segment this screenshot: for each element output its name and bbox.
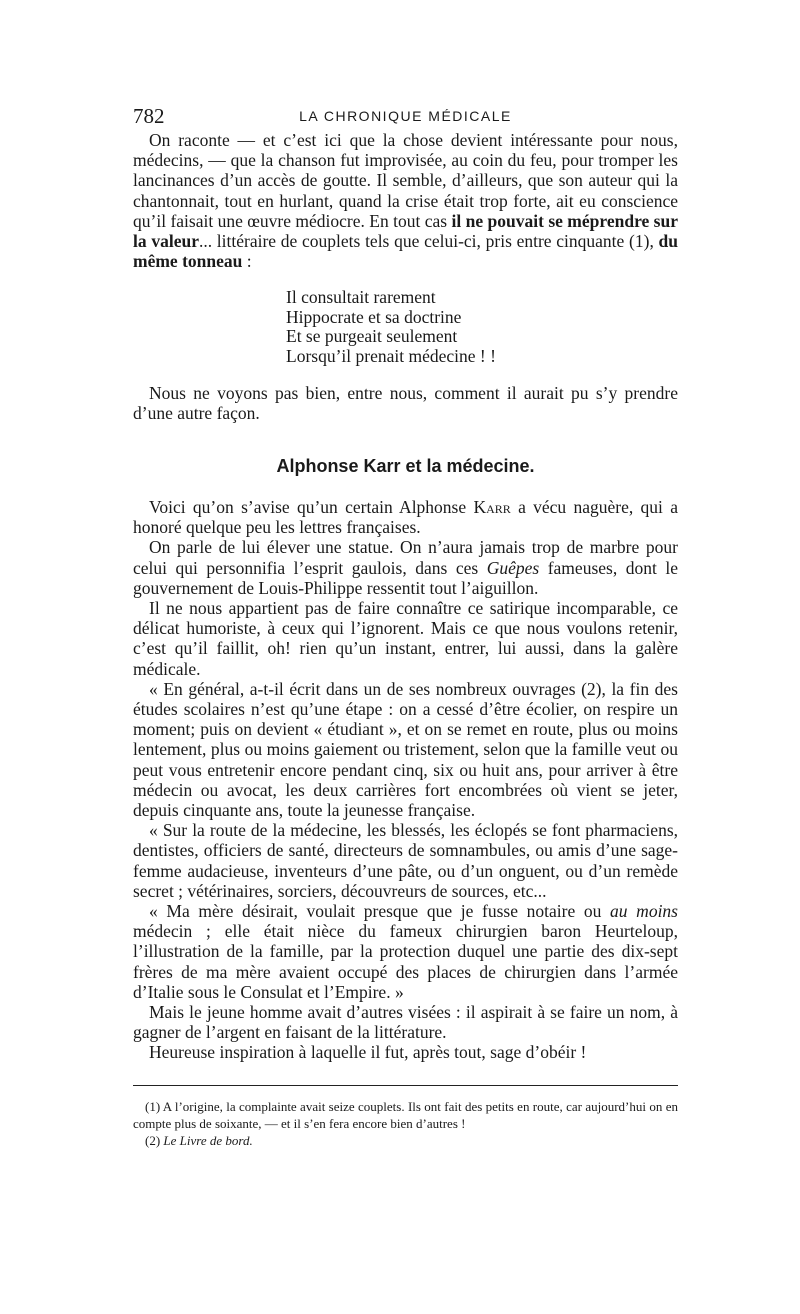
section-title: Alphonse Karr et la médecine. [276,456,535,476]
quote-paragraph: « Ma mère désirait, voulait presque que je fusse notaire ou au moins médecin ; elle était nièce du fameux chirurgien baron Heurteloup, l’illustration de la famille, par la protection duquel une partie des dix-sept frères de ma mère avaient occupé des places de chirurgien dans l’armée d’Italie sous le Consulat et l’Empire. » [133,901,678,1002]
paragraph: Heureuse inspiration à laquelle il fut, après tout, sage d’obéir ! [149,1042,587,1063]
footnote-rule [133,1085,678,1086]
paragraph: Il ne nous appartient pas de faire connaître ce satirique incomparable, ce délicat humoriste, à ceux qui l’ignorent. Mais ce que nous voulons retenir, c’est qu’il faillit, oh! rien qu’un instant, entrer, lui aussi, dans la galère médicale. [133,598,678,679]
verse-line: Lorsqu’il prenait médecine ! ! [286,345,496,366]
page-header [133,104,678,128]
italic-title: Guêpes [486,557,540,578]
bold-phrase: il ne pouvait se méprendre sur la valeur [133,210,678,252]
running-title: LA CHRONIQUE MÉDICALE [299,108,512,124]
paragraph: Mais le jeune homme avait d’autres visées : il aspirait à se faire un nom, à gagner de l’argent en faisant de la littérature. [133,1002,678,1043]
quote-paragraph: « Sur la route de la médecine, les blessés, les éclopés se font pharmaciens, dentistes, officiers de santé, directeurs de somnambules, ou amis d’une sage-femme audacieuse, inventeurs d’une pâte, ou d’un onguent, ou d’un remède secret ; vétérinaires, sorciers, découvreurs de sources, etc... [133,820,678,901]
verse-line: Hippocrate et sa doctrine [286,306,462,327]
intro-paragraph: On raconte — et c’est ici que la chose devient intéressante pour nous, médecins, — que la chanson fut improvisée, au coin du feu, pour tromper les lancinances d’un accès de goutte. Il semble, d’ailleurs, que son auteur qui la chantonnait, tout en hurlant, quand la crise était trop forte, ait eu conscience qu’il faisait une œuvre médiocre. En tout cas il ne pouvait se méprendre sur la valeur... littéraire de couplets tels que celui-ci, pris entre cinquante (1), du même tonneau : [133,130,678,272]
after-verse-block [133,383,678,423]
author-name: Karr [473,497,511,517]
bold-phrase: du même tonneau [133,231,678,272]
verse-line: Et se purgeait seulement [286,326,458,346]
after-verse-paragraph: Nous ne voyons pas bien, entre nous, comment il aurait pu s’y prendre d’une autre façon. [133,383,678,424]
footnotes [133,1098,678,1149]
paragraph: On parle de lui élever une statue. On n’aura jamais trop de marbre pour celui qui personnifia l’esprit gaulois, dans ces Guêpes fameuses, dont le gouvernement de Louis-Philippe ressentit tout l’aiguillon. [133,537,678,598]
intro-block [133,130,678,271]
quote-paragraph: « En général, a-t-il écrit dans un de ses nombreux ouvrages (2), la fin des études scolaires n’est qu’une étape : on a cessé d’être écolier, on respire un moment; puis on devient « étudiant », et on se remet en route, plus ou moins lentement, plus ou moins gaiement ou tristement, selon que la famille veut ou peut vous entretenir encore pendant cinq, six ou huit ans, pour arriver à être médecin ou avocat, les deux carrières fort encombrées où vient se jeter, depuis cinquante ans, toute la jeunesse française. [133,678,678,821]
verse-line: Il consultait rarement [286,287,436,307]
page-number: 782 [133,104,165,128]
paragraph: Voici qu’on s’avise qu’un certain Alphonse Karr a vécu naguère, qui a honoré quelque peu les lettres françaises. [133,497,679,538]
footnote-1: (1) A l’origine, la complainte avait seize couplets. Ils ont fait des petits en route, car aujourd’hui on en compte plus de soixante, — et il s’en fera encore bien d’autres ! [133,1099,678,1131]
section-body [133,497,678,1063]
footnote-2: (2) Le Livre de bord. [145,1133,253,1148]
italic-phrase: au moins [610,901,678,922]
verse-block [286,288,496,366]
